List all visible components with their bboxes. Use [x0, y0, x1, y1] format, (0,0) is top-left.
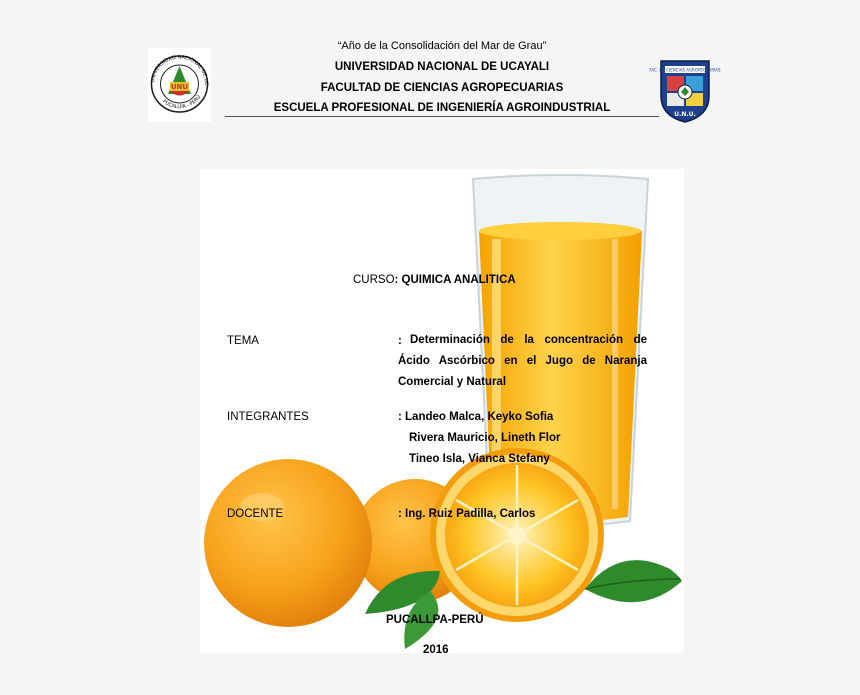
teacher-label: DOCENTE: [227, 508, 284, 520]
header-divider: [225, 116, 659, 117]
member-item: Tineo Isla, Vianca Stefany: [409, 453, 550, 465]
faculty-shield-logo: [649, 58, 721, 124]
course-value: : QUIMICA ANALITICA: [394, 274, 516, 286]
year: 2016: [423, 644, 449, 656]
topic-label: TEMA: [227, 335, 259, 347]
members-label: INTEGRANTES: [227, 411, 309, 423]
university-name: UNIVERSIDAD NACIONAL DE UCAYALI: [334, 61, 550, 73]
course-label: CURSO: [353, 274, 395, 286]
teacher-value: : Ing. Ruiz Padilla, Carlos: [398, 508, 536, 520]
svg-text:UNIVERSIDAD NACIONAL DE UCAYAL: UNIVERSIDAD NACIONAL DE UC: [150, 54, 210, 86]
member-item: : Landeo Malca, Keyko Sofia: [398, 411, 554, 423]
university-logo: [148, 48, 211, 122]
city: PUCALLPA-PERÚ: [386, 614, 484, 626]
cover-panel: [200, 169, 684, 656]
course-line: [353, 274, 516, 286]
svg-text:UNU: UNU: [170, 83, 189, 91]
svg-text:FAC. DE CIENCIAS AGROPECUARIAS: FAC. DE CIENCIAS AGROPECUARIAS: [649, 67, 721, 73]
svg-text:PUCALLPA - PERÚ: PUCALLPA - PERÚ: [161, 94, 203, 111]
school-name: ESCUELA PROFESIONAL DE INGENIERÍA AGROINDUSTRIAL: [273, 102, 611, 114]
motto: “Año de la Consolidación del Mar de Grau”: [337, 40, 547, 52]
topic-colon: :: [398, 335, 402, 347]
svg-text:U.N.U.: U.N.U.: [674, 111, 696, 118]
topic-value: Determinación de la concentración de Ácido Ascórbico en el Jugo de Naranja Comercial y Natural: [398, 334, 647, 388]
faculty-name: FACULTAD DE CIENCIAS AGROPECUARIAS: [320, 82, 564, 94]
member-item: Rivera Mauricio, Lineth Flor: [409, 432, 561, 444]
